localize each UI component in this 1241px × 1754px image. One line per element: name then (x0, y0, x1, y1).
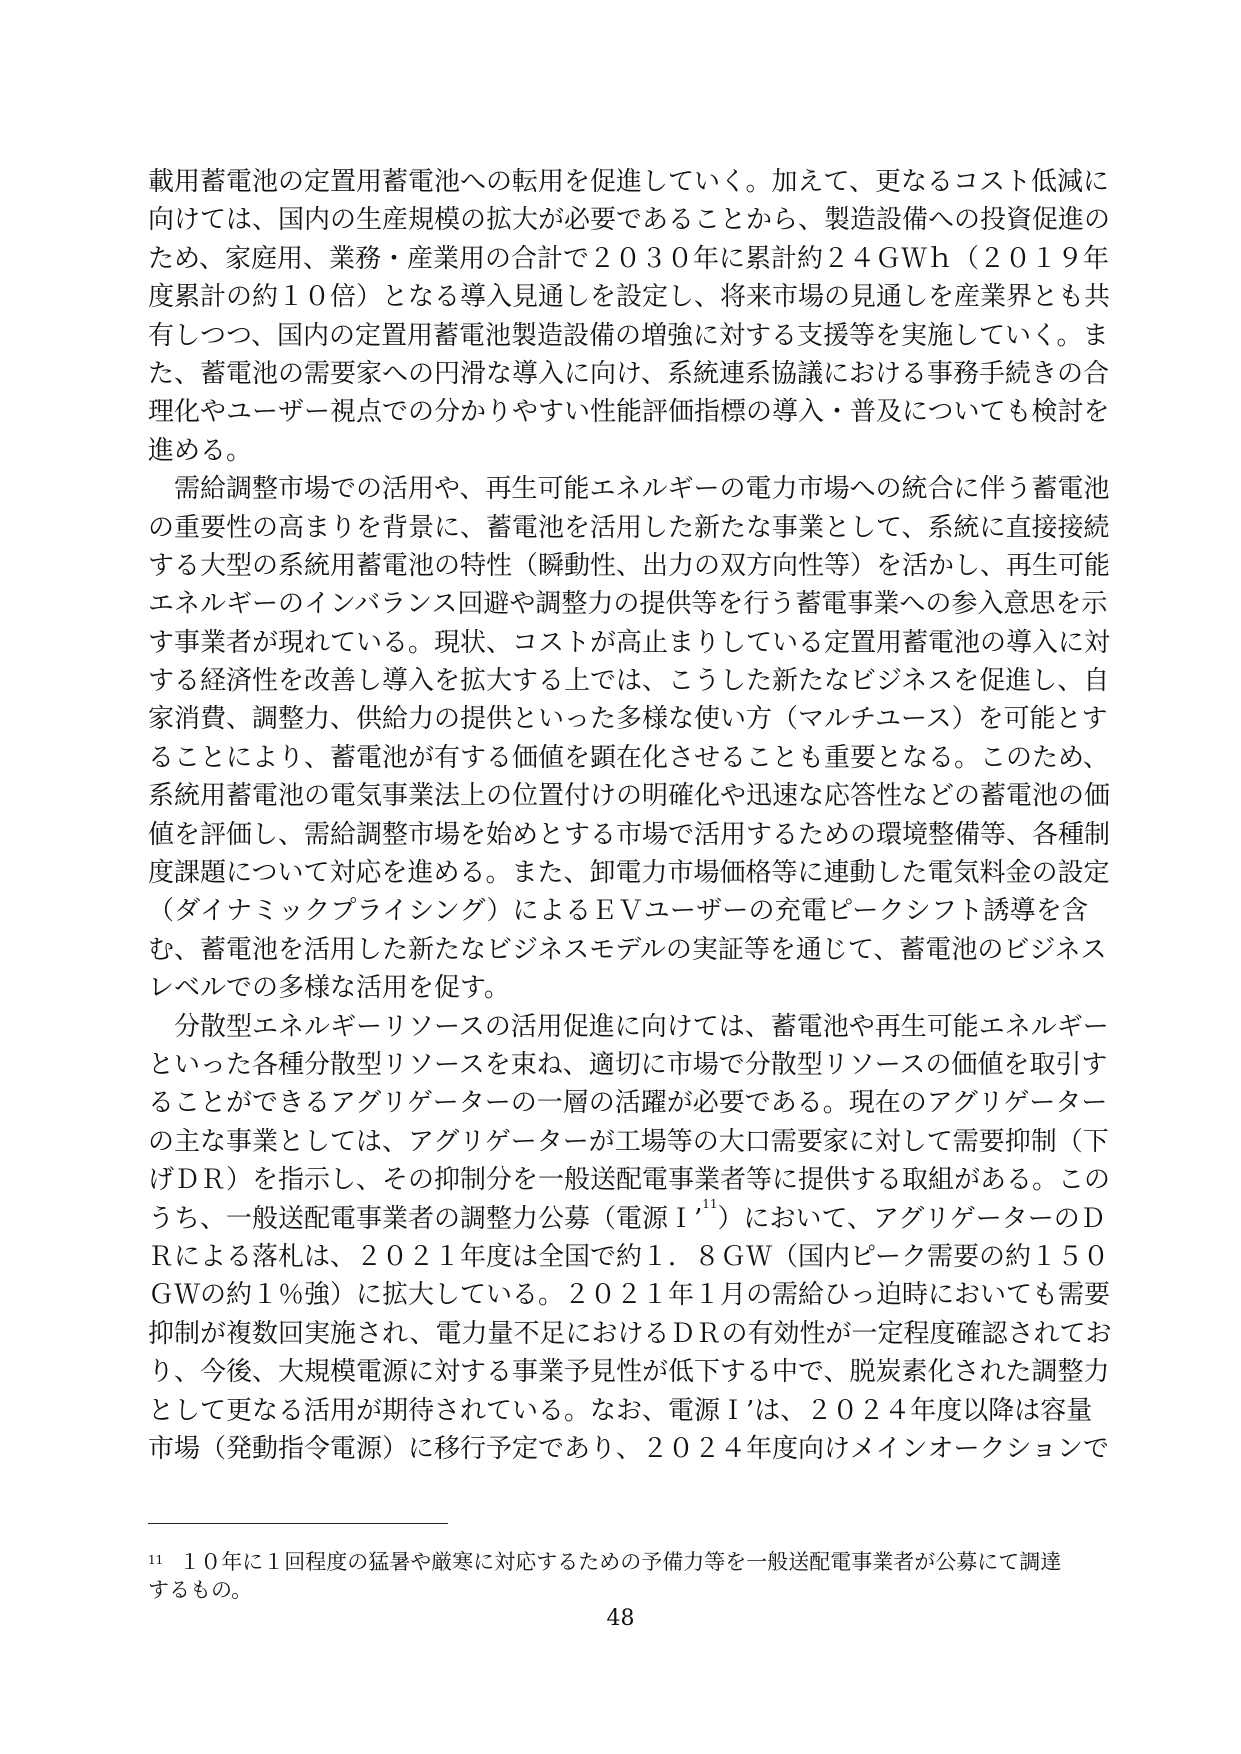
footnote-number: 11 (148, 1553, 164, 1567)
body-text (148, 163, 1112, 1468)
body-line: 進める。 (148, 435, 253, 466)
body-line: する大型の系統用蓄電池の特性（瞬動性、出力の双方向性等）を活かし、再生可能 (148, 550, 1111, 581)
body-line: の主な事業としては、アグリゲーターが工場等の大口需要家に対して需要抑制（下 (148, 1126, 1109, 1157)
body-line: 値を評価し、需給調整市場を始めとする市場で活用するための環境整備等、各種制 (148, 819, 1111, 850)
body-line: 理化やユーザー視点での分かりやすい性能評価指標の導入・普及についても検討を (148, 397, 1110, 428)
body-line: む、蓄電池を活用した新たなビジネスモデルの実証等を通じて、蓄電池のビジネス (148, 934, 1107, 965)
paragraph-start-line: 分散型エネルギーリソースの活用促進に向けては、蓄電池や再生可能エネルギー (174, 1011, 1109, 1042)
footnote-line: するもの。 (148, 1578, 253, 1602)
body-line: の重要性の高まりを背景に、蓄電池を活用した新たな事業として、系統に直接接続 (148, 512, 1110, 543)
body-line: ＧＷの約１％強）に拡大している。２０２１年１月の需給ひっ迫時においても需要 (148, 1280, 1111, 1311)
body-line: 度課題について対応を進める。また、卸電力市場価格等に連動した電気料金の設定 (148, 858, 1110, 889)
body-line: といった各種分散型リソースを束ね、適切に市場で分散型リソースの価値を取引す (148, 1049, 1108, 1080)
page-number: 48 (606, 1606, 635, 1631)
body-line: た、蓄電池の需要家への円滑な導入に向け、系統連系協議における事務手続きの合 (148, 358, 1109, 389)
body-line: 向けては、国内の生産規模の拡大が必要であることから、製造設備への投資促進の (148, 205, 1111, 236)
body-line: ため、家庭用、業務・産業用の合計で２０３０年に累計約２４ＧＷｈ（２０１９年 (148, 243, 1109, 274)
body-line: 載用蓄電池の定置用蓄電池への転用を促進していく。加えて、更なるコスト低減に (148, 167, 1109, 197)
body-line: り、今後、大規模電源に対する事業予見性が低下する中で、脱炭素化された調整力 (148, 1357, 1110, 1388)
body-line: げＤＲ）を指示し、その抑制分を一般送配電事業者等に提供する取組がある。この (148, 1165, 1111, 1196)
body-line: ることにより、蓄電池が有する価値を顕在化させることも重要となる。このため、 (148, 742, 1109, 773)
footnote-text: １０年に１回程度の猛暑や厳寒に対応するための予備力等を一般送配電事業者が公募にて調達 (179, 1550, 1062, 1574)
body-line: 有しつつ、国内の定置用蓄電池製造設備の増強に対する支援等を実施していく。ま (148, 320, 1109, 351)
footnote-reference: 11 (702, 1196, 718, 1211)
body-line: （ダイナミックプライシング）によるＥＶユーザーの充電ピークシフト誘導を含 (148, 896, 1088, 927)
body-line: ることができるアグリゲーターの一層の活躍が必要である。現在のアグリゲーター (148, 1088, 1108, 1119)
body-line-with-footnote (148, 1196, 1106, 1238)
body-line-part: ）において、アグリゲーターのＤ (717, 1203, 1106, 1234)
footnote-divider (148, 1523, 448, 1524)
footnote (148, 1548, 1088, 1604)
body-line: レベルでの多様な活用を促す。 (148, 973, 510, 1004)
paragraph-start-line: 需給調整市場での活用や、再生可能エネルギーの電力市場への統合に伴う蓄電池 (174, 474, 1110, 505)
body-line: する経済性を改善し導入を拡大する上では、こうした新たなビジネスを促進し、自 (148, 666, 1110, 697)
body-line: として更なる活用が期待されている。なお、電源Ｉ’は、２０２４年度以降は容量 (148, 1395, 1093, 1426)
footnote-line (148, 1548, 1088, 1576)
body-line: す事業者が現れている。現状、コストが高止まりしている定置用蓄電池の導入に対 (148, 627, 1111, 658)
body-line-part: うち、一般送配電事業者の調整力公募（電源Ｉ’ (148, 1203, 703, 1234)
body-line: Ｒによる落札は、２０２１年度は全国で約１．８ＧＷ（国内ピーク需要の約１５０ (148, 1241, 1109, 1272)
body-line: 系統用蓄電池の電気事業法上の位置付けの明確化や迅速な応答性などの蓄電池の価 (148, 781, 1111, 812)
body-line: エネルギーのインバランス回避や調整力の提供等を行う蓄電事業への参入意思を示 (148, 589, 1108, 620)
body-line: 市場（発動指令電源）に移行予定であり、２０２４年度向けメインオークションで (148, 1433, 1109, 1464)
body-line: 度累計の約１０倍）となる導入見通しを設定し、将来市場の見通しを産業界とも共 (148, 282, 1111, 313)
body-line: 家消費、調整力、供給力の提供といった多様な使い方（マルチユース）を可能とす (148, 704, 1108, 735)
body-line: 抑制が複数回実施され、電力量不足におけるＤＲの有効性が一定程度確認されてお (148, 1318, 1112, 1349)
